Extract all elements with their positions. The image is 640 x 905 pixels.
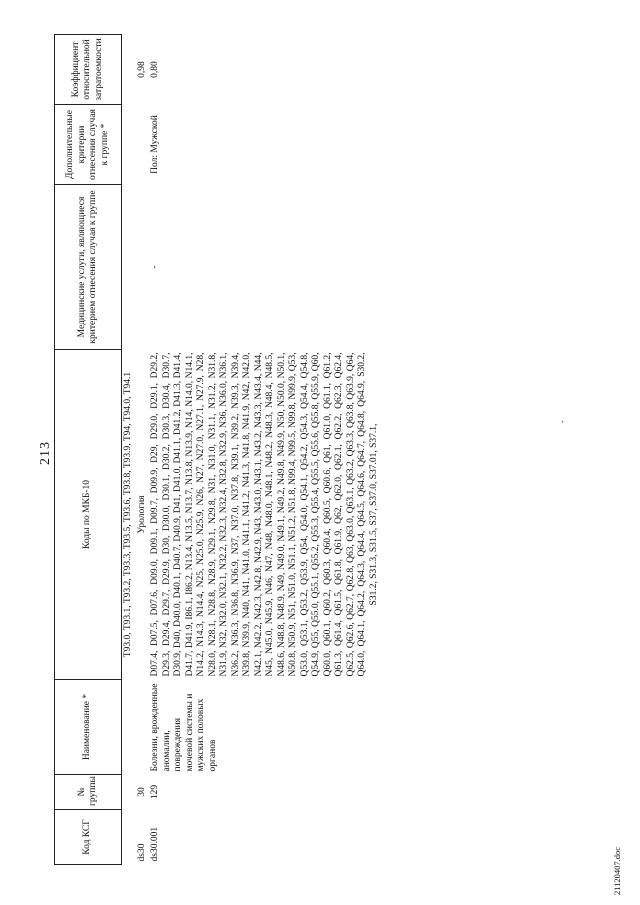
- header-extra-criteria: Дополнительные критерии отнесения случая к группе *: [55, 105, 122, 185]
- section-coefficient: 0,98: [136, 61, 147, 78]
- main-extra-criteria: Пол: Мужской: [150, 115, 160, 174]
- section-group-no: 30: [136, 787, 147, 797]
- section-code: ds30: [136, 843, 147, 862]
- ksg-table: [54, 34, 381, 865]
- header-coefficient: Коэффициент относительной затратоемкости: [55, 35, 122, 105]
- header-services: Медицинские услуги, являющиеся критерием отнесения случая к группе: [55, 185, 122, 350]
- main-group-no: 129: [150, 784, 160, 800]
- header-group-no: № группы: [55, 775, 122, 810]
- table-row-main: [149, 35, 381, 865]
- footer-filename: 21120407.doc: [612, 846, 622, 895]
- stray-mark: .: [555, 420, 566, 423]
- main-icd-codes: D07.4, D07.5, D07.6, D09.0, D09.1, D09.7, D09.9, D29, D29.0, D29.1, D29.2, D29.3, D29.4, D29.7, D29.9, D30, D30.0, D30.1, D30.2, D30.3, D30.4, D30.7, D30.9, D40, D40.0, D40.1, D40.7, D40.9, D41, D41.0, D41.1, D41.2, D41.3, D41.4, D41.7, D41.9, I86.1, I86.2, N13.4, N13.5, N13.7, N13.8, N13.9, N14, N14.0, N14.1, N14.2, N14.3, N14.4, N25, N25.0, N25.9, N26, N27, N27.0, N27.1, N27.9, N28, N28.0, N28.1, N28.8, N28.9, N29.1, N29.8, N31, N31.0, N31.1, N31.2, N31.8, N31.9, N32, N32.0, N32.1, N32.2, N32.3, N32.4, N32.8, N32.9, N36, N36.0, N36.1, N36.2, N36.3, N36.8, N36.9, N37, N37.0, N37.8, N39.1, N39.2, N39.3, N39.4, N39.8, N39.9, N40, N41, N41.0, N41.1, N41.2, N41.3, N41.8, N41.9, N42, N42.0, N42.1, N42.2, N42.3, N42.8, N42.9, N43, N43.0, N43.1, N43.2, N43.3, N43.4, N44, N45, N45.0, N45.9, N46, N47, N48, N48.0, N48.1, N48.2, N48.3, N48.4, N48.5, N48.6, N48.8, N48.9, N49, N49.0, N49.1, N49.2, N49.8, N49.9, N50, N50.0, N50.1, N50.8, N50.9, N51, N51.0, N51.1, N51.2, N51.8, N99.4, N99.5, N99.8, N99.9, Q53, Q53.0, Q53.1, Q53.2, Q53.9, Q54, Q54.0, Q54.1, Q54.2, Q54.3, Q54.4, Q54.8, Q54.9, Q55, Q55.0, Q55.1, Q55.2, Q55.3, Q55.4, Q55.5, Q55.6, Q55.8, Q55.9, Q60, Q60.0, Q60.1, Q60.2, Q60.3, Q60.4, Q60.5, Q60.6, Q61, Q61.0, Q61.1, Q61.2, Q61.3, Q61.4, Q61.5, Q61.8, Q61.9, Q62, Q62.0, Q62.1, Q62.2, Q62.3, Q62.4, Q62.5, Q62.6, Q62.7, Q62.8, Q63, Q63.0, Q63.1, Q63.2, Q63.3, Q63.8, Q63.9, Q64, Q64.0, Q64.1, Q64.2, Q64.3, Q64.4, Q64.5, Q64.6, Q64.7, Q64.8, Q64.9, S30.2, S31.2, S31.3, S31.5, S37, S37.0, S37.01, S37.1,: [150, 352, 379, 677]
- section-title: Урология: [136, 495, 147, 534]
- main-code: ds30.001: [150, 826, 160, 862]
- main-services: -: [150, 265, 160, 269]
- header-icd-codes: Коды по МКБ-10: [55, 350, 122, 680]
- main-coefficient: 0,80: [150, 61, 160, 78]
- page-number: 213: [38, 441, 53, 465]
- table-row: [122, 35, 136, 865]
- prev-row-codes: T93.0, T93.1, T93.2, T93.3, T93.5, T93.6, T93.8, T93.9, T94, T94.0, T94.1: [123, 371, 133, 658]
- header-name: Наименование *: [55, 680, 122, 775]
- header-code: Код КСГ: [55, 810, 122, 865]
- table-header-row: [55, 35, 122, 865]
- table-row-section: [136, 35, 150, 865]
- main-name: Болезни, врожденные аномалии, повреждения мочевой системы и мужских половых органов: [150, 683, 218, 772]
